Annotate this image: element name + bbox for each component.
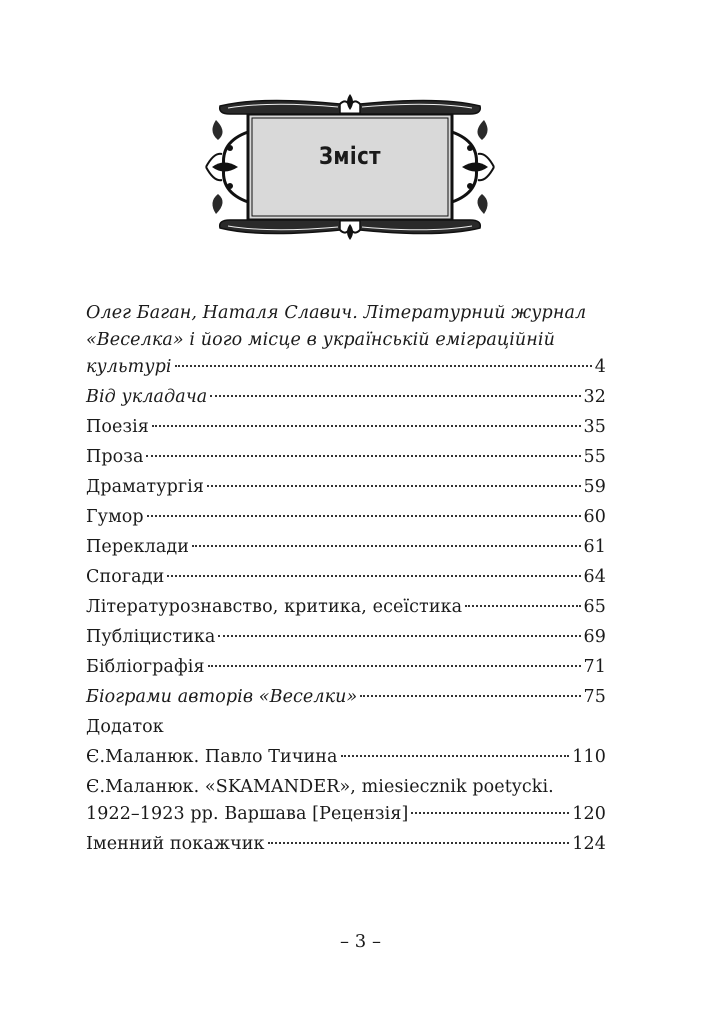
- dot-leader: [465, 605, 580, 607]
- toc-entry[interactable]: [86, 654, 606, 681]
- toc-entry-title: Публіцистика: [86, 627, 216, 647]
- toc-entry-title: Гумор: [86, 507, 144, 527]
- toc-entry-title-line: «Веселка» і його місце в українській еміграційній: [86, 330, 555, 350]
- toc-entry-title: Є.Маланюк. Павло Тичина: [86, 747, 338, 767]
- toc-entry-title: Літературознавство, критика, есеїстика: [86, 597, 463, 617]
- toc-entry-page: 55: [583, 447, 606, 467]
- toc-entry-row: [86, 534, 606, 561]
- toc-entry[interactable]: [86, 684, 606, 711]
- table-of-contents: [86, 300, 606, 861]
- toc-entry-row: [86, 474, 606, 501]
- toc-entry[interactable]: [86, 744, 606, 771]
- toc-entry-page: 4: [594, 357, 606, 377]
- toc-entry-title: культурі: [86, 357, 172, 377]
- toc-entry-title-line: Є.Маланюк. «SKAMANDER», miesiecznik poetycki.: [86, 777, 554, 797]
- toc-entry-row: [86, 831, 606, 858]
- toc-entry[interactable]: [86, 384, 606, 411]
- toc-entry-row: [86, 744, 606, 771]
- toc-entry-row: [86, 714, 606, 741]
- dot-leader: [147, 515, 581, 517]
- toc-entry[interactable]: [86, 624, 606, 651]
- page-number: – 3 –: [340, 931, 381, 952]
- dot-leader: [360, 695, 580, 697]
- dot-leader: [208, 665, 581, 667]
- page-title: Зміст: [319, 142, 381, 170]
- dot-leader: [341, 755, 570, 757]
- toc-entry[interactable]: [86, 774, 606, 828]
- toc-entry-page: 120: [572, 804, 606, 824]
- toc-entry-page: 124: [572, 834, 606, 854]
- toc-entry-title: Бібліографія: [86, 657, 205, 677]
- toc-entry-row: [86, 654, 606, 681]
- toc-entry-page: 71: [583, 657, 606, 677]
- toc-entry[interactable]: [86, 534, 606, 561]
- dot-leader: [146, 455, 580, 457]
- toc-entry[interactable]: [86, 564, 606, 591]
- toc-entry[interactable]: [86, 594, 606, 621]
- toc-entry-row: [86, 504, 606, 531]
- toc-entry-row: [86, 414, 606, 441]
- toc-entry-page: 35: [583, 417, 606, 437]
- toc-entry-row: [86, 564, 606, 591]
- toc-entry-title: Від укладача: [86, 387, 208, 407]
- toc-entry[interactable]: [86, 504, 606, 531]
- toc-entry-page: 110: [572, 747, 606, 767]
- toc-entry-row: [86, 801, 606, 828]
- toc-entry-title: Переклади: [86, 537, 190, 557]
- toc-entry-title: 1922–1923 рр. Варшава [Рецензія]: [86, 804, 409, 824]
- toc-entry-row: [86, 594, 606, 621]
- toc-entry-page: 75: [583, 687, 606, 707]
- toc-entry-title: Проза: [86, 447, 144, 467]
- toc-entry-page: 61: [583, 537, 606, 557]
- toc-entry-row: [86, 624, 606, 651]
- dot-leader: [175, 365, 592, 367]
- toc-entry[interactable]: [86, 474, 606, 501]
- dot-leader: [268, 842, 570, 844]
- toc-entry[interactable]: [86, 831, 606, 858]
- toc-entry[interactable]: [86, 714, 606, 741]
- dot-leader: [152, 425, 581, 427]
- toc-entry-title: Біограми авторів «Веселки»: [86, 687, 358, 707]
- toc-entry[interactable]: [86, 414, 606, 441]
- toc-entry-title-line: Олег Баган, Наталя Славич. Літературний журнал: [86, 303, 587, 323]
- toc-entry-title: Іменний покажчик: [86, 834, 265, 854]
- toc-entry-page: 60: [583, 507, 606, 527]
- toc-entry-page: 59: [583, 477, 606, 497]
- toc-entry-row: [86, 444, 606, 471]
- toc-entry[interactable]: [86, 300, 606, 381]
- toc-entry-title: Драматургія: [86, 477, 204, 497]
- toc-entry-title: Поезія: [86, 417, 149, 437]
- dot-leader: [210, 395, 580, 397]
- toc-entry-page: 69: [583, 627, 606, 647]
- toc-entry-page: 64: [583, 567, 606, 587]
- toc-entry-title: Спогади: [86, 567, 165, 587]
- toc-entry-row: [86, 384, 606, 411]
- dot-leader: [192, 545, 581, 547]
- dot-leader: [411, 812, 569, 814]
- toc-entry-page: 32: [583, 387, 606, 407]
- dot-leader: [218, 635, 580, 637]
- toc-entry[interactable]: [86, 444, 606, 471]
- dot-leader: [167, 575, 580, 577]
- toc-entry-page: 65: [583, 597, 606, 617]
- dot-leader: [207, 485, 581, 487]
- toc-entry-title: Додаток: [86, 717, 164, 737]
- toc-entry-row: [86, 354, 606, 381]
- header-ornament-frame: [200, 92, 500, 242]
- toc-entry-row: [86, 684, 606, 711]
